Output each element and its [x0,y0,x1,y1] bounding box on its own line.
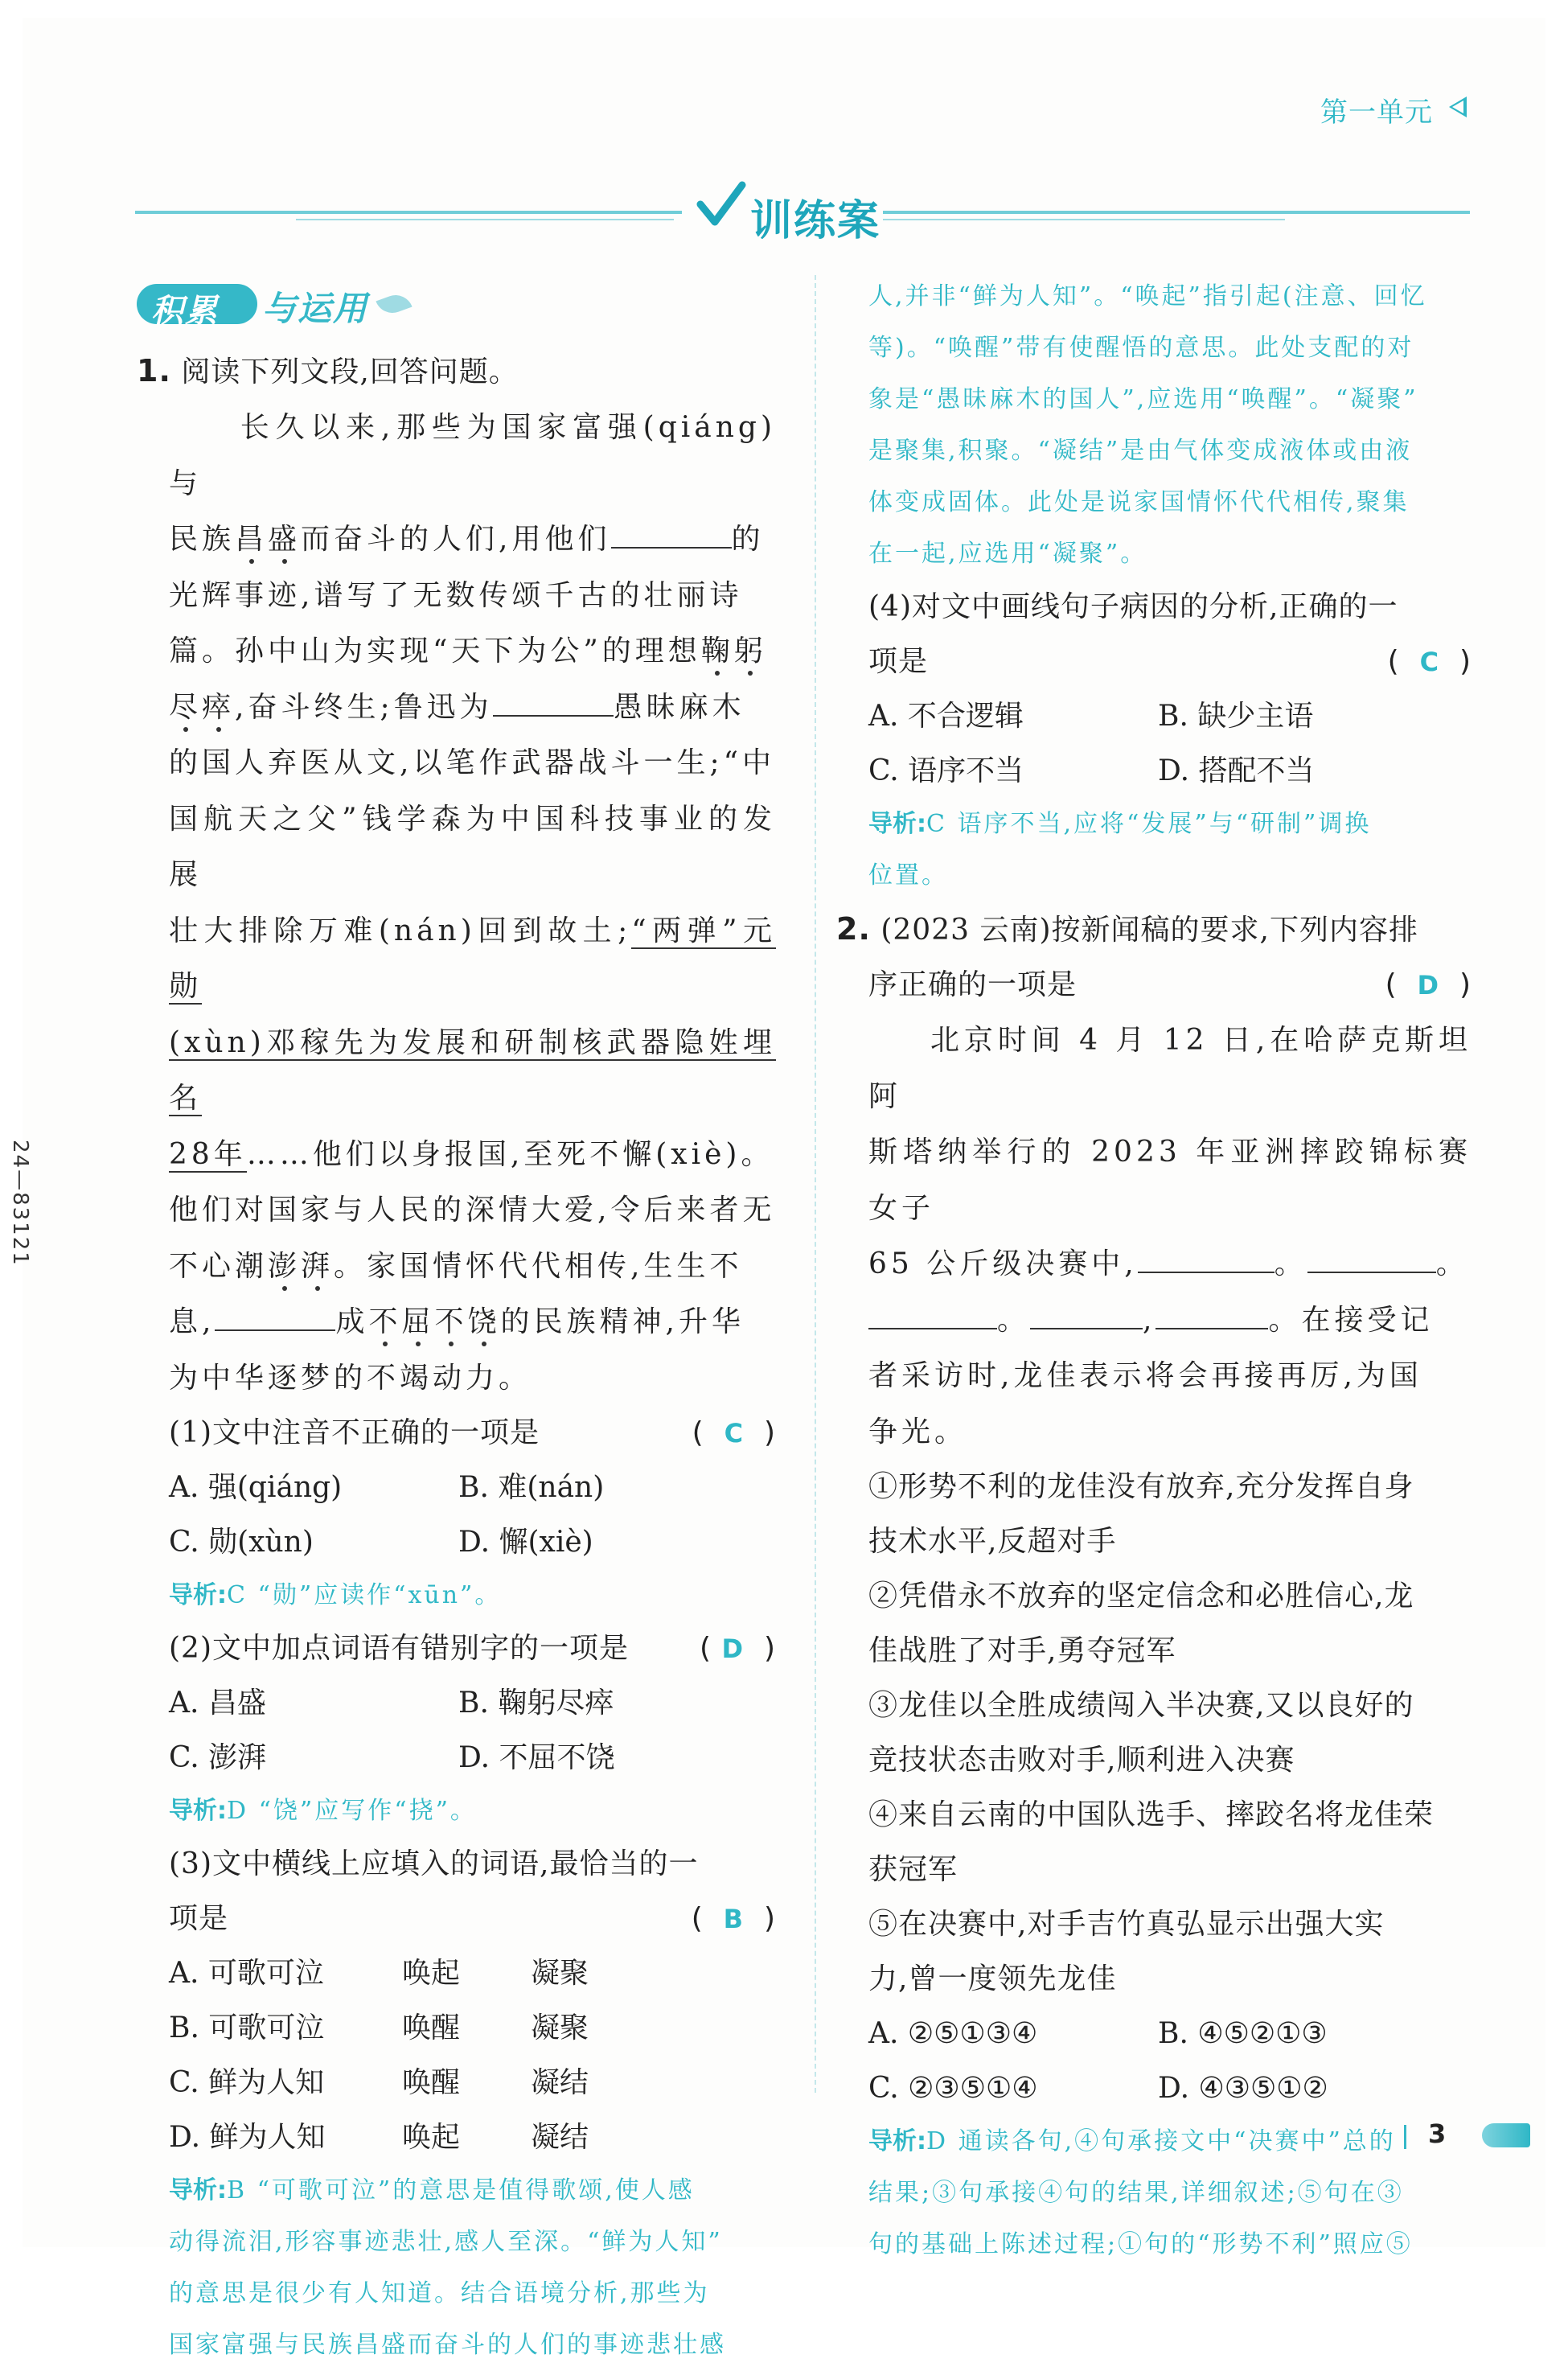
passage-line: 者采访时,龙佳表示将会再接再厉,为国 [868,1359,1422,1392]
title-rule-left-thin [296,219,674,220]
options [169,1515,776,1570]
passage-text: 。家国情怀代代相传,生生不 [334,1249,743,1283]
sentence-item: ④来自云南的中国队选手、摔跤名将龙佳荣 [868,1798,1435,1831]
analysis-label: 导析: [868,810,926,838]
analysis-text: D “饶”应写作“挠”。 [227,1797,477,1825]
sub-question-text: (1)文中注音不正确的一项是 [169,1416,540,1449]
underlined-sentence: “两弹”元勋 [169,914,776,1003]
section-pill [137,284,257,330]
dotted-char: 尽 [169,690,203,724]
sentence-item-cont: 技术水平,反超对手 [868,1525,1117,1558]
fill-blank [868,1301,997,1329]
option: A. 不合逻辑 [868,700,1024,733]
analysis-text: 体变成固体。此处是说家国情怀代代相传,聚集 [868,488,1410,516]
passage-text: 民族 [169,523,236,556]
passage-text: 不心潮 [169,1249,269,1283]
dotted-char: 不 [434,1305,468,1338]
sub-question-3: (3)文中横线上应填入的词语,最恰当的一 [169,1847,699,1880]
dotted-char: 饶 [467,1305,501,1338]
option-word: 凝聚 [531,2011,589,2044]
fill-blank [493,688,614,717]
passage-line: 他们对国家与人民的深情大爱,令后来者无 [169,1194,776,1227]
analysis-text: 结果;③句承接④句的结果,详细叙述;⑤句在③ [868,2179,1404,2207]
analysis-text: 动得流泪,形容事迹悲壮,感人至深。“鲜为人知” [169,2228,723,2256]
sub-question-2 [169,1621,776,1676]
options [868,2007,1472,2061]
answer-bracket: ( C ) [692,1416,776,1449]
sentence-item-cont: 佳战胜了对手,勇夺冠军 [868,1634,1176,1667]
passage-text: 息, [169,1305,215,1338]
fill-blank [1138,1244,1275,1273]
passage-line: 国航天之父”钱学森为中国科技事业的发展 [169,802,776,891]
leaf-icon [376,290,412,318]
side-code: 24—83121 [8,1140,32,1267]
options [868,689,1472,744]
analysis-text: 人,并非“鲜为人知”。“唤起”指引起(注意、回忆 [868,282,1427,310]
option-word: 唤起 [402,2121,461,2154]
analysis-text: 等)。“唤醒”带有使醒悟的意思。此处支配的对 [868,334,1414,362]
option [169,2110,776,2165]
option: B. ④⑤②①③ [1158,2017,1328,2050]
option: D. ④③⑤①② [1158,2072,1328,2105]
option-label: B. 可歌可泣 [169,2011,325,2044]
passage-text: ……他们以身报国,至死不懈(xiè)。 [246,1137,774,1171]
footer-bar [1404,2125,1406,2149]
sub-question-text: (2)文中加点词语有错别字的一项是 [169,1632,629,1665]
title-band [135,187,1470,245]
analysis-label: 导析: [169,2176,227,2205]
option-label: A. 可歌可泣 [169,1957,324,1990]
option-label: D. 鲜为人知 [169,2121,326,2154]
sentence-item: ①形势不利的龙佳没有放弃,充分发挥自身 [868,1470,1414,1503]
passage-line: 的国人弃医从文,以笔作武器战斗一生;“中 [169,746,775,779]
question-number: 1. [137,353,171,388]
title-rule-right-thin [883,219,1285,220]
column-divider [815,275,816,2093]
analysis [169,2165,776,2217]
passage-text: 。 [1274,1247,1307,1280]
sentence-item-cont: 竞技状态击败对手,顺利进入决赛 [868,1744,1295,1777]
option [169,2056,776,2110]
option: A. 强(qiáng) [169,1471,343,1504]
analysis-text: 象是“愚昧麻木的国人”,应选用“唤醒”。“凝聚” [868,385,1418,413]
page-number: 3 [1428,2118,1447,2149]
option: C. 语序不当 [868,754,1024,787]
sub-question-4-cont [868,635,1472,689]
option: B. 缺少主语 [1158,700,1314,733]
underlined-sentence: (xùn)邓稼先为发展和研制核武器隐姓埋名 [169,1025,776,1115]
dotted-char: 瘁 [202,690,236,724]
option: D. 搭配不当 [1158,754,1315,787]
analysis-label: 导析: [169,1581,227,1609]
page-tab-icon [1482,2123,1530,2147]
passage-line: 北京时间 4 月 12 日,在哈萨克斯坦阿 [868,1024,1472,1113]
analysis [169,1570,776,1621]
option [169,1946,776,2001]
option-label: C. 鲜为人知 [169,2066,325,2099]
sub-question-3-cont [169,1892,776,1946]
question-1-stem [137,343,776,400]
passage-line: 光辉事迹,谱写了无数传颂千古的壮丽诗 [169,578,743,612]
dotted-char: 昌 [235,523,269,556]
dotted-char: 屈 [401,1305,435,1338]
analysis-label: 导析: [868,2127,926,2155]
unit-header: 第一单元 [1320,97,1433,129]
sub-question-text: 项是 [868,645,929,678]
question-2-passage [868,1013,1472,1460]
passage-text: 篇。孙中山为实现“天下为公”的理想 [169,635,701,668]
analysis-text: 是聚集,积聚。“凝结”是由气体变成液体或由液 [868,437,1413,465]
triangle-left-icon [1449,97,1467,117]
sub-question-4: (4)对文中画线句子病因的分析,正确的一 [868,590,1398,623]
sub-question-text: 项是 [169,1902,229,1935]
analysis-text: C “勋”应读作“xūn”。 [227,1581,502,1609]
dotted-char: 不 [368,1305,402,1338]
analysis-text: C 语序不当,应将“发展”与“研制”调换 [926,810,1372,838]
analysis-text: B “可歌可泣”的意思是值得歌颂,使人感 [227,2176,695,2205]
passage-text: 愚昧麻木 [613,690,745,724]
passage-text: ,奋斗终生;鲁迅为 [235,690,493,724]
passage-line: 争光。 [868,1415,968,1448]
passage-text: 。 [1435,1247,1469,1280]
passage-text: 壮大排除万难(nán)回到故土; [169,914,632,947]
option: C. 勋(xùn) [169,1526,314,1559]
option-word: 唤起 [402,1957,461,1990]
section-title: 与运用 [262,289,369,328]
analysis-text: 位置。 [868,861,948,890]
answer-bracket: ( D ) [1385,968,1472,1001]
passage-text: 。在接受记 [1268,1303,1434,1337]
option: A. 昌盛 [169,1687,266,1720]
passage-text: , [1143,1303,1156,1337]
options [169,1731,776,1785]
analysis-text: 在一起,应选用“凝聚”。 [868,540,1147,568]
page [8,18,1545,2359]
option: B. 鞠躬尽瘁 [458,1687,614,1720]
sentence-item: ③龙佳以全胜成绩闯入半决赛,又以良好的 [868,1689,1414,1722]
fill-blank [1030,1301,1143,1329]
fill-blank [1307,1244,1436,1273]
option-word: 凝聚 [531,1957,589,1990]
option: C. ②③⑤①④ [868,2072,1038,2105]
answer-bracket: ( B ) [691,1902,776,1935]
option [169,2001,776,2056]
answer: B [723,1904,745,1934]
answer-bracket: ( D ) [700,1632,776,1665]
dotted-char: 澎 [268,1249,302,1283]
passage-text: 的 [731,523,765,556]
option: D. 懈(xiè) [458,1526,593,1559]
dotted-char: 盛 [268,523,302,556]
dotted-char: 鞠 [700,635,734,668]
analysis-text: D 通读各句,④句承接文中“决赛中”总的 [926,2127,1396,2155]
underlined-sentence: 28年 [169,1137,247,1171]
sub-question-1 [169,1406,776,1461]
option-word: 唤醒 [402,2066,461,2099]
question-2-stem [836,902,1472,958]
answer: C [724,1418,745,1448]
right-column [836,271,1472,2270]
analysis [169,1785,776,1837]
sentence-item: ⑤在决赛中,对手吉竹真弘显示出强大实 [868,1908,1385,1941]
passage-text: 。 [997,1303,1031,1337]
question-stem: (2023 云南)按新闻稿的要求,下列内容排 [880,914,1418,947]
answer: D [721,1633,745,1664]
sentence-item: ②凭借永不放弃的坚定信念和必胜信心,龙 [868,1580,1414,1613]
passage-text: 成 [335,1305,369,1338]
answer: D [1417,970,1440,1001]
left-column [137,271,776,2371]
option: A. ②⑤①③④ [868,2017,1038,2050]
question-stem: 序正确的一项是 [868,968,1077,1001]
sentence-item-cont: 获冠军 [868,1853,958,1886]
section-heading [137,279,776,329]
passage-text: 的民族精神,升华 [500,1305,745,1338]
option: C. 澎湃 [169,1741,267,1774]
options [868,744,1472,799]
answer: C [1419,647,1440,677]
options [169,1461,776,1515]
option: B. 难(nán) [458,1471,605,1504]
section-highlight: 积累 [151,293,219,330]
checkmark-icon [694,180,750,236]
passage-line: 长久以来,那些为国家富强(qiáng)与 [169,411,776,500]
fill-blank [215,1302,335,1331]
analysis [868,799,1472,850]
page-title: 训练案 [750,197,881,245]
question-number: 2. [836,911,871,947]
options [169,1676,776,1731]
passage-line: 斯塔纳举行的 2023 年亚洲摔跤锦标赛女子 [868,1136,1472,1225]
analysis-label: 导析: [169,1797,227,1825]
title-rule-left [135,211,682,214]
analysis-text: 国家富强与民族昌盛而奋斗的人们的事迹悲壮感 [169,2331,726,2359]
question-stem: 阅读下列文段,回答问题。 [181,355,519,388]
passage-text: 而奋斗的人们,用他们 [301,523,611,556]
analysis-text: 句的基础上陈述过程;①句的“形势不利”照应⑤ [868,2230,1413,2258]
sentence-item-cont: 力,曾一度领先龙佳 [868,1962,1117,1995]
question-2-stem-cont [868,958,1472,1013]
fill-blank [611,520,732,549]
option-word: 凝结 [531,2121,589,2154]
passage-line: 为中华逐梦的不竭动力。 [169,1361,532,1395]
analysis [868,2116,1472,2168]
dotted-char: 躬 [733,635,767,668]
dotted-char: 湃 [301,1249,335,1283]
question-1-passage [169,400,776,1406]
fill-blank [1155,1301,1268,1329]
passage-text: 65 公斤级决赛中, [868,1247,1138,1280]
options [868,2061,1472,2116]
title-rule-right [883,211,1470,214]
option: D. 不屈不饶 [458,1741,615,1774]
answer-bracket: ( C ) [1387,645,1472,678]
option-word: 唤醒 [402,2011,461,2044]
analysis-text: 的意思是很少有人知道。结合语境分析,那些为 [169,2279,710,2307]
option-word: 凝结 [531,2066,589,2099]
